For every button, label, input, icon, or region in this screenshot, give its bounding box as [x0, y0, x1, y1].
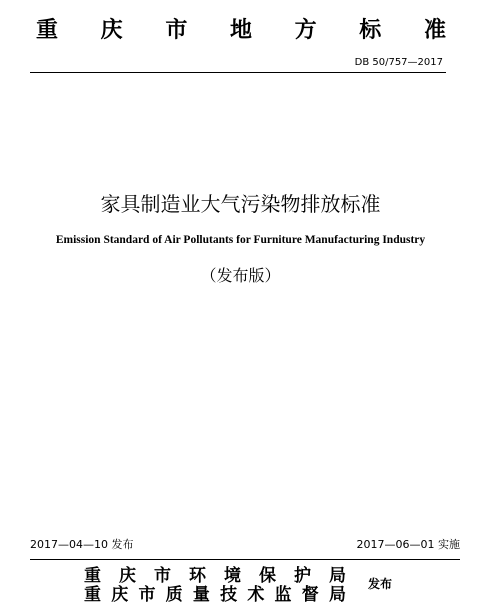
footer-divider — [30, 559, 460, 560]
category-char: 准 — [423, 18, 446, 43]
issuing-authority-quality — [84, 585, 346, 605]
issuer-char: 保 — [259, 566, 276, 586]
issue-date: 2017—04—10 发布 — [30, 538, 134, 551]
issuing-authority-environment — [84, 566, 346, 586]
category-char: 市 — [165, 18, 188, 43]
issuer-char: 重 — [84, 585, 101, 605]
issuer-char: 市 — [138, 585, 156, 605]
standard-number: DB 50/757—2017 — [354, 57, 443, 68]
category-char: 标 — [359, 18, 382, 43]
issue-label: 发布 — [368, 577, 393, 591]
document-title-english: Emission Standard of Air Pollutants for Furniture Manufacturing Industry — [55, 234, 426, 246]
effective-date: 2017—06—01 实施 — [356, 538, 460, 551]
edition-label: （发布版） — [200, 266, 281, 285]
issuer-char: 术 — [247, 585, 265, 605]
issuer-char: 护 — [294, 566, 311, 586]
category-char: 重 — [36, 18, 59, 43]
issuer-char: 局 — [328, 585, 346, 605]
standard-category-title — [36, 16, 446, 46]
issuer-char: 局 — [329, 566, 346, 586]
issuer-char: 境 — [224, 566, 241, 586]
issuer-char: 庆 — [111, 585, 129, 605]
header-divider — [30, 72, 446, 73]
category-char: 方 — [294, 18, 317, 43]
issuer-char: 庆 — [119, 566, 136, 586]
document-title-chinese: 家具制造业大气污染物排放标准 — [100, 192, 381, 216]
issuer-char: 技 — [220, 585, 238, 605]
category-char: 庆 — [100, 18, 123, 43]
issuer-char: 量 — [192, 585, 210, 605]
issuer-char: 环 — [189, 566, 206, 586]
category-char: 地 — [229, 18, 252, 43]
issuer-char: 质 — [165, 585, 183, 605]
issuer-char: 监 — [274, 585, 292, 605]
issuer-char: 督 — [301, 585, 319, 605]
issuer-char: 市 — [154, 566, 171, 586]
issuer-char: 重 — [84, 566, 101, 586]
